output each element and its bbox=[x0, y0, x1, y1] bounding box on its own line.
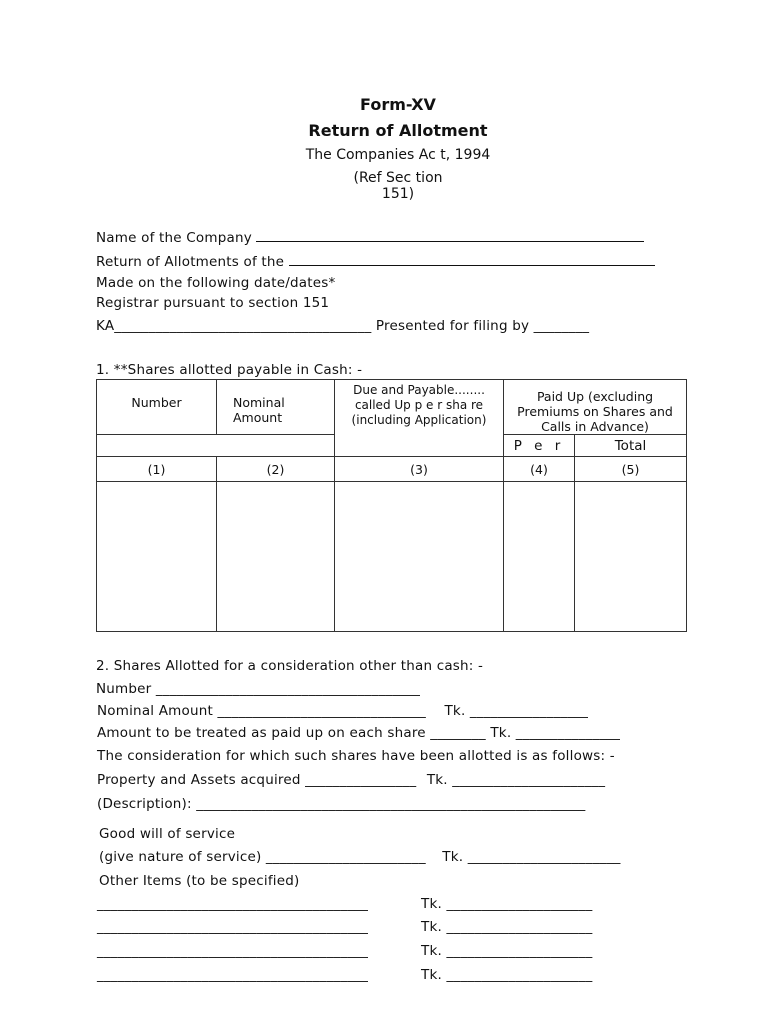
other-item-line: _______________________________________ bbox=[97, 896, 369, 912]
header-due-l2: called Up p e r sha re bbox=[354, 398, 484, 412]
goodwill-label: Good will of service bbox=[99, 826, 236, 842]
property-assets-label: Property and Assets acquired ________________ bbox=[97, 772, 417, 788]
section-reference-line2: 151) bbox=[381, 186, 415, 202]
column-number-3: (3) bbox=[335, 457, 504, 482]
company-name-line bbox=[256, 229, 644, 242]
company-name-label: Name of the Company bbox=[96, 230, 252, 246]
header-due-payable bbox=[335, 380, 504, 457]
service-nature-tk: Tk. ______________________ bbox=[442, 849, 621, 865]
column-number-1: (1) bbox=[97, 457, 217, 482]
other-item-line: _______________________________________ bbox=[97, 943, 369, 959]
presented-tail: __ bbox=[575, 318, 590, 334]
number-field bbox=[96, 681, 420, 697]
number-label: Number ____________________________ bbox=[96, 681, 351, 697]
shares-cash-table bbox=[96, 379, 687, 632]
header-nominal-l2: Amount bbox=[233, 410, 283, 425]
consideration-text: The consideration for which such shares have been allotted is as follows: - bbox=[97, 748, 615, 764]
entry-nominal-cell[interactable] bbox=[217, 482, 335, 632]
other-item-tk: Tk. _____________________ bbox=[421, 943, 593, 959]
other-items-label: Other Items (to be specified) bbox=[99, 873, 300, 889]
header-due-l1: Due and Payable........ bbox=[353, 383, 485, 397]
nominal-amount-tk: Tk. _________________ bbox=[444, 703, 589, 719]
nominal-amount-field bbox=[97, 703, 588, 719]
header-nominal-amount bbox=[217, 380, 335, 435]
header-nominal-l1: Nominal bbox=[233, 395, 285, 410]
description-label: (Description): _______________________________ bbox=[97, 796, 412, 812]
header-total: Total bbox=[575, 435, 687, 457]
header-paid-l1: Paid Up (excluding bbox=[536, 389, 654, 404]
page-title: Return of Allotment bbox=[308, 121, 488, 140]
form-number: Form-XV bbox=[360, 95, 436, 114]
entry-due-cell[interactable] bbox=[335, 482, 504, 632]
other-item-tk: Tk. _____________________ bbox=[421, 967, 593, 983]
section-reference-line1: (Ref Sec tion bbox=[353, 170, 443, 186]
service-nature-field bbox=[99, 849, 621, 865]
property-assets-tk: Tk. ______________________ bbox=[426, 772, 606, 788]
section2-heading: 2. Shares Allotted for a consideration other than cash: - bbox=[96, 658, 484, 674]
header-blank-cell bbox=[97, 435, 335, 457]
presented-for-filing: Presented for filing by ______ bbox=[375, 318, 576, 334]
column-number-4: (4) bbox=[504, 457, 575, 482]
return-of-allotments-line bbox=[289, 253, 655, 266]
header-paid-up bbox=[504, 380, 687, 435]
column-number-row bbox=[97, 457, 687, 482]
registrar-label: Registrar pursuant to section 151 bbox=[96, 295, 330, 311]
column-number-5: (5) bbox=[575, 457, 687, 482]
act-reference: The Companies Ac t, 1994 bbox=[305, 147, 491, 163]
entry-per-cell[interactable] bbox=[504, 482, 575, 632]
other-item-tk: Tk. _____________________ bbox=[421, 896, 593, 912]
property-assets-field bbox=[97, 772, 605, 788]
table-entry-row bbox=[97, 482, 687, 632]
company-name-field bbox=[96, 229, 644, 246]
header-paid-l3: Calls in Advance) bbox=[541, 419, 649, 434]
entry-number-cell[interactable] bbox=[97, 482, 217, 632]
description-tail: _________________________ bbox=[411, 796, 586, 812]
nominal-amount-label: Nominal Amount ______________________________ bbox=[97, 703, 426, 719]
ka-presented-line bbox=[96, 318, 589, 334]
ka-field: KA_____________________________________ bbox=[96, 318, 372, 334]
entry-total-cell[interactable] bbox=[575, 482, 687, 632]
header-paid-l2: Premiums on Shares and bbox=[517, 404, 673, 419]
header-due-l3: (including Application) bbox=[351, 413, 487, 427]
header-per: P e r bbox=[504, 435, 575, 457]
other-item-tk: Tk. _____________________ bbox=[421, 919, 593, 935]
header-number: Number bbox=[97, 380, 217, 435]
return-of-allotments-field bbox=[96, 253, 655, 270]
service-nature-label: (give nature of service) _______________________ bbox=[99, 849, 426, 865]
section1-heading: 1. **Shares allotted payable in Cash: - bbox=[96, 362, 363, 378]
other-item-line: _______________________________________ bbox=[97, 967, 369, 983]
paid-up-per-share-field: Amount to be treated as paid up on each share ________ Tk. _______________ bbox=[97, 725, 621, 741]
made-on-dates-label: Made on the following date/dates* bbox=[96, 275, 336, 291]
return-of-allotments-label: Return of Allotments of the bbox=[96, 254, 285, 270]
number-tail: __________ bbox=[350, 681, 421, 697]
other-item-line: _______________________________________ bbox=[97, 919, 369, 935]
column-number-2: (2) bbox=[217, 457, 335, 482]
description-field bbox=[97, 796, 585, 812]
